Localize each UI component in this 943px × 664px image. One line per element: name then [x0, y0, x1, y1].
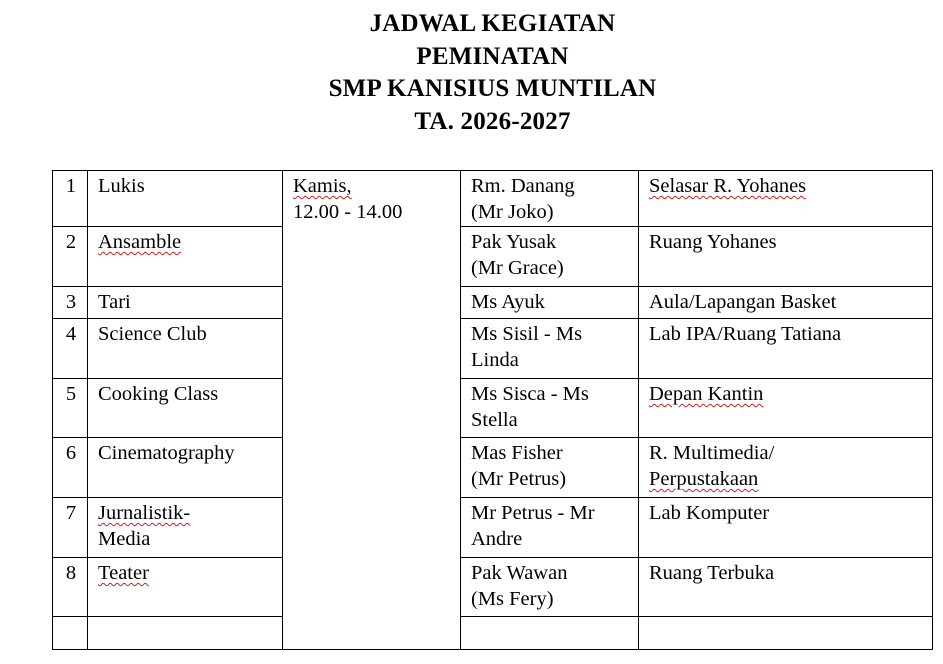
- teacher-line: Mas Fisher: [471, 442, 563, 464]
- schedule-day: Kamis,: [293, 175, 352, 197]
- teacher-line: Rm. Danang: [471, 175, 575, 197]
- location-cell: [639, 617, 933, 650]
- table-row: [53, 558, 933, 617]
- activity-cell: [88, 438, 283, 498]
- location-cell: [639, 379, 933, 438]
- row-number: 1: [53, 171, 88, 227]
- row-number: 3: [53, 287, 88, 319]
- location-line: Aula/Lapangan Basket: [649, 291, 837, 313]
- table-row: [53, 498, 933, 558]
- row-number: 5: [53, 379, 88, 438]
- location-cell: [639, 319, 933, 379]
- location-line: Lab IPA/Ruang Tatiana: [649, 323, 842, 345]
- title-line-1: JADWAL KEGIATAN: [369, 10, 616, 37]
- activity-name: Media: [98, 528, 151, 550]
- location-cell: [639, 558, 933, 617]
- schedule-table: [52, 170, 933, 650]
- activity-name: Cinematography: [98, 442, 235, 464]
- location-line: Ruang Terbuka: [649, 562, 775, 584]
- row-number: 4: [53, 319, 88, 379]
- location-line: Lab Komputer: [649, 502, 770, 524]
- activity-name: Ansamble: [98, 231, 182, 253]
- title-line-4: TA. 2026-2027: [414, 107, 571, 135]
- activity-cell: [88, 227, 283, 287]
- teacher-line: Mr Petrus - Mr: [471, 502, 595, 524]
- row-number: [53, 617, 88, 650]
- schedule-time: 12.00 - 14.00: [293, 201, 403, 223]
- location-cell: [639, 498, 933, 558]
- table-row: [53, 319, 933, 379]
- title-line-2: PEMINATAN: [416, 42, 569, 70]
- activity-cell: [88, 558, 283, 617]
- title-line-3: SMP KANISIUS MUNTILAN: [328, 75, 657, 102]
- teacher-line: Linda: [471, 349, 519, 371]
- teacher-line: Stella: [471, 409, 518, 431]
- schedule-cell: [283, 171, 461, 650]
- activity-name: Teater: [98, 562, 149, 584]
- activity-name: Jurnalistik-: [98, 502, 191, 524]
- location-cell: [639, 227, 933, 287]
- location-line: Selasar R. Yohanes: [649, 175, 807, 197]
- table-row: [53, 171, 933, 227]
- activity-name: Science Club: [98, 323, 207, 345]
- activity-name: Tari: [98, 291, 131, 313]
- teacher-line: Ms Sisil - Ms: [471, 323, 583, 345]
- teacher-cell: [461, 171, 639, 227]
- activity-cell: [88, 171, 283, 227]
- teacher-line: (Mr Petrus): [471, 468, 567, 490]
- document-title: [0, 8, 943, 138]
- table-row: [53, 379, 933, 438]
- teacher-cell: [461, 379, 639, 438]
- teacher-line: (Mr Joko): [471, 201, 554, 223]
- teacher-cell: [461, 498, 639, 558]
- activity-cell: [88, 498, 283, 558]
- activity-name: Cooking Class: [98, 383, 219, 405]
- teacher-line: Andre: [471, 528, 523, 550]
- teacher-line: Pak Yusak: [471, 231, 557, 253]
- location-cell: [639, 287, 933, 319]
- row-number: 8: [53, 558, 88, 617]
- teacher-cell: [461, 319, 639, 379]
- teacher-line: (Ms Fery): [471, 588, 554, 610]
- teacher-cell: [461, 438, 639, 498]
- activity-cell: [88, 287, 283, 319]
- table-row: [53, 227, 933, 287]
- location-line: Depan Kantin: [649, 383, 764, 405]
- location-cell: [639, 438, 933, 498]
- activity-cell: [88, 379, 283, 438]
- teacher-line: (Mr Grace): [471, 257, 564, 279]
- row-number: 6: [53, 438, 88, 498]
- table-row-empty: [53, 617, 933, 650]
- teacher-cell: [461, 617, 639, 650]
- teacher-cell: [461, 558, 639, 617]
- row-number: 2: [53, 227, 88, 287]
- location-line: Ruang Yohanes: [649, 231, 777, 253]
- activity-cell: [88, 617, 283, 650]
- teacher-line: Pak Wawan: [471, 562, 568, 584]
- location-line: R. Multimedia/: [649, 442, 775, 464]
- teacher-cell: [461, 287, 639, 319]
- row-number: 7: [53, 498, 88, 558]
- location-cell: [639, 171, 933, 227]
- teacher-line: Ms Sisca - Ms: [471, 383, 589, 405]
- table-row: [53, 287, 933, 319]
- table-row: [53, 438, 933, 498]
- activity-name: Lukis: [98, 175, 145, 197]
- location-line: Perpustakaan: [649, 468, 759, 490]
- teacher-line: Ms Ayuk: [471, 291, 545, 313]
- activity-cell: [88, 319, 283, 379]
- teacher-cell: [461, 227, 639, 287]
